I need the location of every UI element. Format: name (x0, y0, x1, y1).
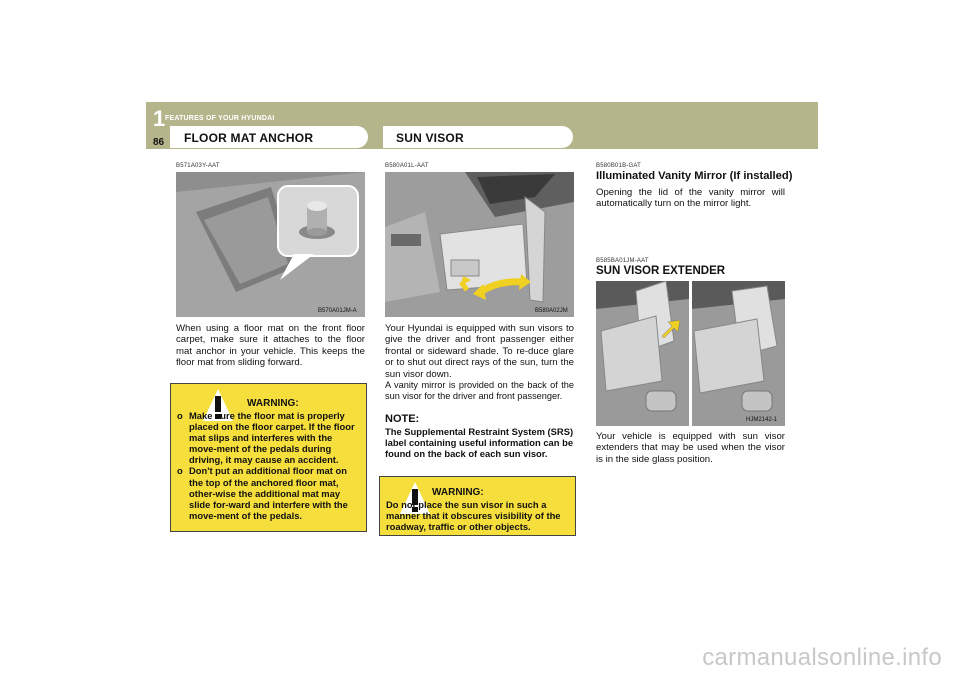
sun-visor-body-2: A vanity mirror is provided on the back of the sun visor for the driver and front passenger. (385, 380, 574, 402)
section-title-sun-visor: SUN VISOR (396, 131, 464, 145)
visor-extender-image-code: HJM2142-1 (746, 417, 778, 423)
sun-visor-illustration (385, 172, 574, 317)
floor-mat-warning-box (170, 383, 367, 532)
floor-mat-warning-title: WARNING: (247, 398, 299, 409)
warning-item-text: Don't put an additional floor mat on the top of the anchored floor mat, other-wise the additional mat may slide for-ward and interfere with the move-ment of the pedals. (189, 465, 348, 521)
vanity-mirror-body: Opening the lid of the vanity mirror will automatically turn on the mirror light. (596, 187, 785, 210)
note-title: NOTE: (385, 413, 420, 425)
visor-extender-heading: SUN VISOR EXTENDER (596, 265, 726, 277)
floor-mat-image-code: B570A01JM-A (318, 308, 357, 314)
sun-visor-warning-text: Do not place the sun visor in such a manner that it obscures visibility of the roadway, traffic or other objects. (386, 499, 561, 533)
page-number: 86 (153, 137, 165, 148)
chapter-title: FEATURES OF YOUR HYUNDAI (165, 115, 275, 122)
sun-visor-image-code: B580A02JM (535, 308, 568, 314)
visor-extender-photo-right (692, 281, 785, 426)
visor-extender-illustration-left (596, 281, 689, 426)
warning-bullet: o (177, 410, 183, 421)
warning-item-text: Make sure the floor mat is properly placed on the floor carpet. If the floor mat slips and interferes with the move-ment of the pedals during driving, it may cause an accident. (189, 410, 355, 466)
floor-mat-code: B571A03Y-AAT (176, 163, 220, 169)
floor-mat-anchor-photo (176, 172, 365, 317)
section-title-floor-mat: FLOOR MAT ANCHOR (184, 131, 314, 145)
warning-item (177, 465, 361, 520)
note-text: The Supplemental Restraint System (SRS) label containing useful information can be found on the back of each sun visor. (385, 426, 574, 460)
sun-visor-warning-box (379, 476, 576, 536)
floor-mat-anchor-illustration (176, 172, 365, 317)
sun-visor-warning-title: WARNING: (432, 487, 484, 498)
warning-item (177, 410, 361, 465)
sun-visor-body-1: Your Hyundai is equipped with sun visors to give the driver and front passenger either frontal or sideward shade. To re-duce glare or to shut out direct rays of the sun, turn the sun visor down. (385, 323, 574, 380)
visor-extender-illustration-right (692, 281, 785, 426)
visor-extender-photo-left (596, 281, 689, 426)
vanity-mirror-heading: Illuminated Vanity Mirror (If installed) (596, 170, 793, 182)
floor-mat-body: When using a floor mat on the front floor carpet, make sure it attaches to the floor mat anchor in your vehicle. This keeps the floor mat from sliding forward. (176, 323, 365, 369)
floor-mat-warning-list (177, 410, 361, 521)
extend-arrow-icon (660, 318, 682, 340)
warning-bullet: o (177, 465, 183, 477)
visor-extender-body: Your vehicle is equipped with sun visor extenders that may be used when the visor is in the side glass position. (596, 431, 785, 465)
watermark: carmanualsonline.info (702, 644, 942, 671)
sun-visor-code: B580A01L-AAT (385, 163, 429, 169)
chapter-number: 1 (153, 106, 166, 131)
visor-extender-code: B585BA01JM-AAT (596, 258, 649, 264)
vanity-mirror-code: B580B01B-GAT (596, 163, 641, 169)
sun-visor-photo (385, 172, 574, 317)
